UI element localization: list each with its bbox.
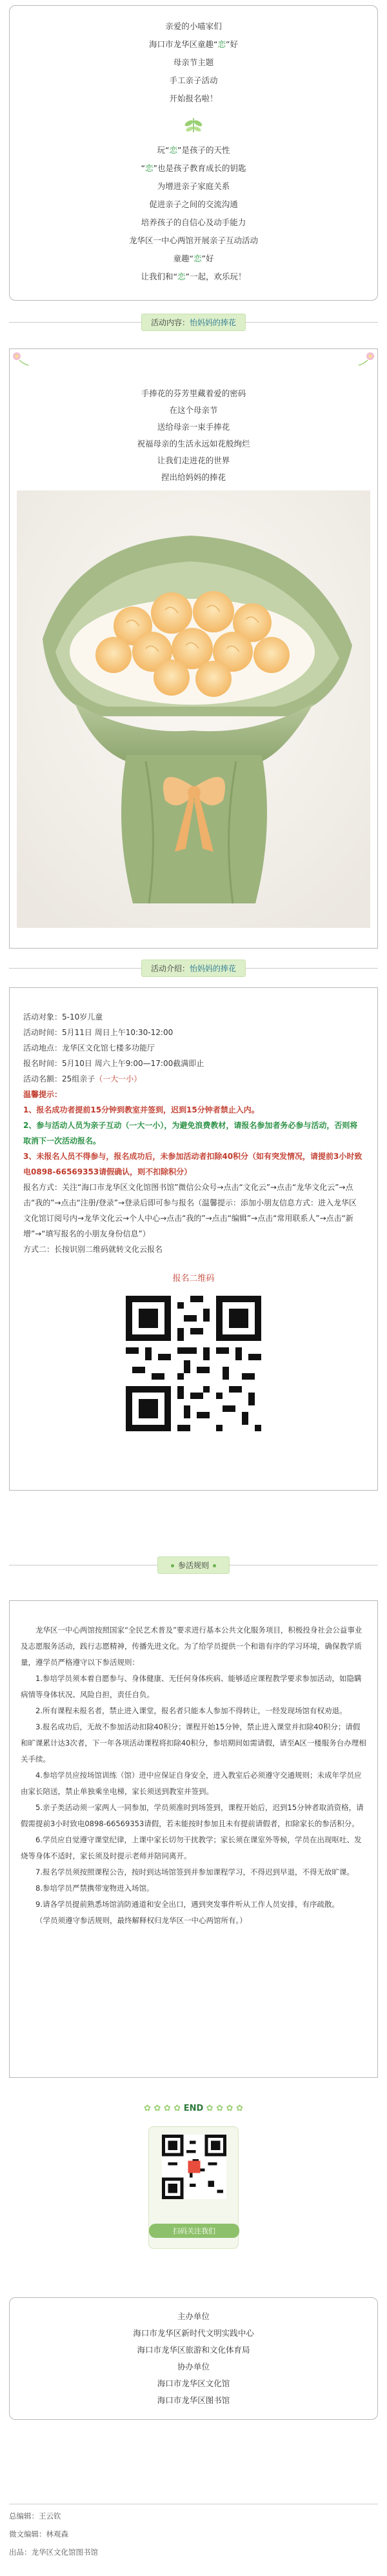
rule-item: 龙华区一中心两馆按照国家“全民艺术普及”要求进行基本公共文化服务项目，积极投身社会公益事业及志愿服务活动，践行志愿精神，传播先进文化。为了给学员提供一个和谐有序的学习环境，确保教学质量，遵学员严格遵守以下参活规则： [21,1625,362,1667]
end-marker: ✿ ✿ ✿ ✿ END ✿ ✿ ✿ ✿ [144,2104,243,2113]
detail-age: 活动对象：5-10岁儿童 [23,1012,103,1021]
follow-card [148,2126,239,2249]
follow-caption: 扫码关注我们 [149,2224,239,2238]
host-line: 海口市龙华区旅游和文化体育局 [137,2345,250,2355]
rule-item: 6.学员应自觉遵守课堂纪律，上课中家长切勿干扰教学；家长须在课室外等候，学员在出现呕吐、发烧等身体不适时，家长须及时提示老师并陪同离开。 [21,1835,362,1860]
detail-quota: 活动名额：25组亲子（一大一小） [23,1074,142,1083]
tip-item: 2、参与活动人员为亲子互动（一大一小），为避免浪费教材，请报名参加者务必参与活动，否则将取消下一次活动报名。 [23,1121,358,1145]
rule-item: 8.参培学员严禁携带宠物进入场馆。 [35,1884,154,1893]
intro-panel [9,5,378,301]
host-line: 海口市龙华区文化馆 [157,2379,230,2388]
rules-block [9,1613,378,1938]
footer-reviewer: 微文编辑：林观森 [9,2530,68,2539]
poem-line: 让我们走进花的世界 [157,456,230,465]
intro-line: 母亲节主题 [173,57,214,67]
section-title-content: 活动内容：怡妈妈的捧花 [141,314,246,331]
theme-line: 龙华区一中心两馆开展亲子互动活动 [128,236,258,245]
corner-flower-icon [10,350,32,372]
signup-method-2: 方式二：长按识别二维码就转文化云报名 [23,1245,163,1254]
tip-item: 3、未报名人员不得参与，报名成功后，未参加活动者扣除40积分（如有突发情况，请提前3小时致电0898-66569353请假确认，则不扣除积分） [23,1152,362,1176]
poem-line: 在这个母亲节 [169,405,218,415]
footer-source: 出品：龙华区文化馆图书馆 [9,2548,98,2557]
host-line: 海口市龙华区新时代文明实践中心 [133,2328,254,2338]
host-line: 海口市龙华区图书馆 [157,2395,230,2405]
rule-item: 9.请各学员提前熟悉场馆消防通道和安全出口，遇到突发事件听从工作人员安排，有序疏散。 [35,1900,339,1909]
rule-item: 7.报名学员须按照课程公告，按时到达场馆签到并参加课程学习，不得迟到早退，不得无故旷课。 [35,1867,354,1877]
intro-line: 亲爱的小喵家们 [165,21,222,31]
detail-place: 活动地点：龙华区文化馆七楼多功能厅 [23,1043,155,1052]
theme-line: 促进亲子之间的交流沟通 [149,199,238,209]
details-block [9,1000,378,1440]
theme-line: 童趣“恋”好 [173,254,214,263]
rule-item: 1.参培学员须本着自愿参与、身体健康、无任何身体疾病、能够适应课程教学要求参加活动，如隐瞒病情等身体状况、风险自担，责任自负。 [21,1674,362,1699]
footer-editor: 总编辑：王云钦 [9,2511,61,2521]
rule-item: 2.所有课程未报名者，禁止进入课堂，报名者只能本人参加不得转让，一经发现场馆有权劝退。 [35,1706,347,1715]
follow-qr-code[interactable] [162,2135,226,2199]
signup-qr-code[interactable] [126,1296,261,1431]
hosts-title: 主办单位 [177,2311,210,2321]
footer [9,2504,378,2561]
rule-item: 5.亲子类活动须一家两人一同参加，学员须准时到场签到，课程开始后，迟到15分钟者取消资格，请假需提前3小时致电0898-66569353请假，若未能按时参加且未有提前请假者，扣除家长的参活积分。 [21,1803,364,1828]
bouquet-photo [17,490,370,928]
rule-item: 3.报名成功后，无故不参加活动扣除40积分；课程开始15分钟，禁止进入课堂并扣除40积分；请假和旷课累计达3次者，下一年各项活动课程将扣除40积分，参培期间如需请假，请至A区一楼服务台办理相关手续。 [21,1722,366,1764]
theme-line: 为增进亲子家庭关系 [157,181,230,191]
intro-line: 开始报名啦！ [169,94,218,103]
section-title-rules: 参活规则 [157,1556,230,1574]
host-line: 协办单位 [177,2362,210,2371]
poem-line: 祝福母亲的生活永远如花般绚烂 [137,439,250,448]
poem-line: 捏出给妈妈的捧花 [161,472,226,482]
theme-line: 培养孩子的自信心及动手能力 [141,217,246,227]
corner-flower-icon [355,350,377,372]
poem-line: 送给母亲一束手捧花 [157,422,230,432]
tips-title: 温馨提示： [23,1090,63,1099]
qr-label: 报名二维码 [172,1274,215,1283]
signup-method-1: 报名方式：关注“海口市龙华区文化馆图书馆”微信公众号→点击“文化云”→点击“龙华文化云”→点击“我的”→点击“注册/登录”→登录后即可参与报名（温馨提示：添加小朋友信息方式：进入龙华区文化馆订阅号内→龙华文化云→个人中心→点击“我的”→点击“编辑”→点击“常用联系人”→点击“新增”→“填写报名的小朋友身份信息”） [23,1183,357,1238]
leaf-sprig-icon [174,116,213,135]
theme-line: 玩“恋”是孩子的天性 [157,145,230,155]
poem-line: 手捧花的芬芳里藏着爱的密码 [141,388,246,398]
rule-item: （学员须遵守参活规则，最终解释权归龙华区一中心两馆所有。） [35,1916,247,1925]
tip-item: 1、报名成功者提前15分钟到教室并签到，迟到15分钟者禁止入内。 [23,1105,259,1114]
hosts-panel [9,2297,378,2420]
rule-item: 4.参培学员应按场馆训练（馆）进中应保证自身安全，进入教室后必须遵守交通规则；未成年学员应由家长陪送，禁止单独乘坐电梯，家长须送到教室并签到。 [21,1771,362,1796]
theme-line: “恋”也是孩子教育成长的钥匙 [141,163,246,173]
intro-line: 手工亲子活动 [169,75,218,85]
detail-time: 活动时间：5月11日 周日上午10:30-12:00 [23,1028,174,1037]
detail-signup-time: 报名时间：5月10日 周六上午9:00—17:00截满即止 [23,1059,204,1068]
intro-line: 海口市龙华区童趣“恋”好 [149,39,238,49]
section-title-intro: 活动介绍：怡妈妈的捧花 [141,960,246,977]
theme-line: 让我们和“恋”一起，欢乐玩！ [141,272,246,281]
